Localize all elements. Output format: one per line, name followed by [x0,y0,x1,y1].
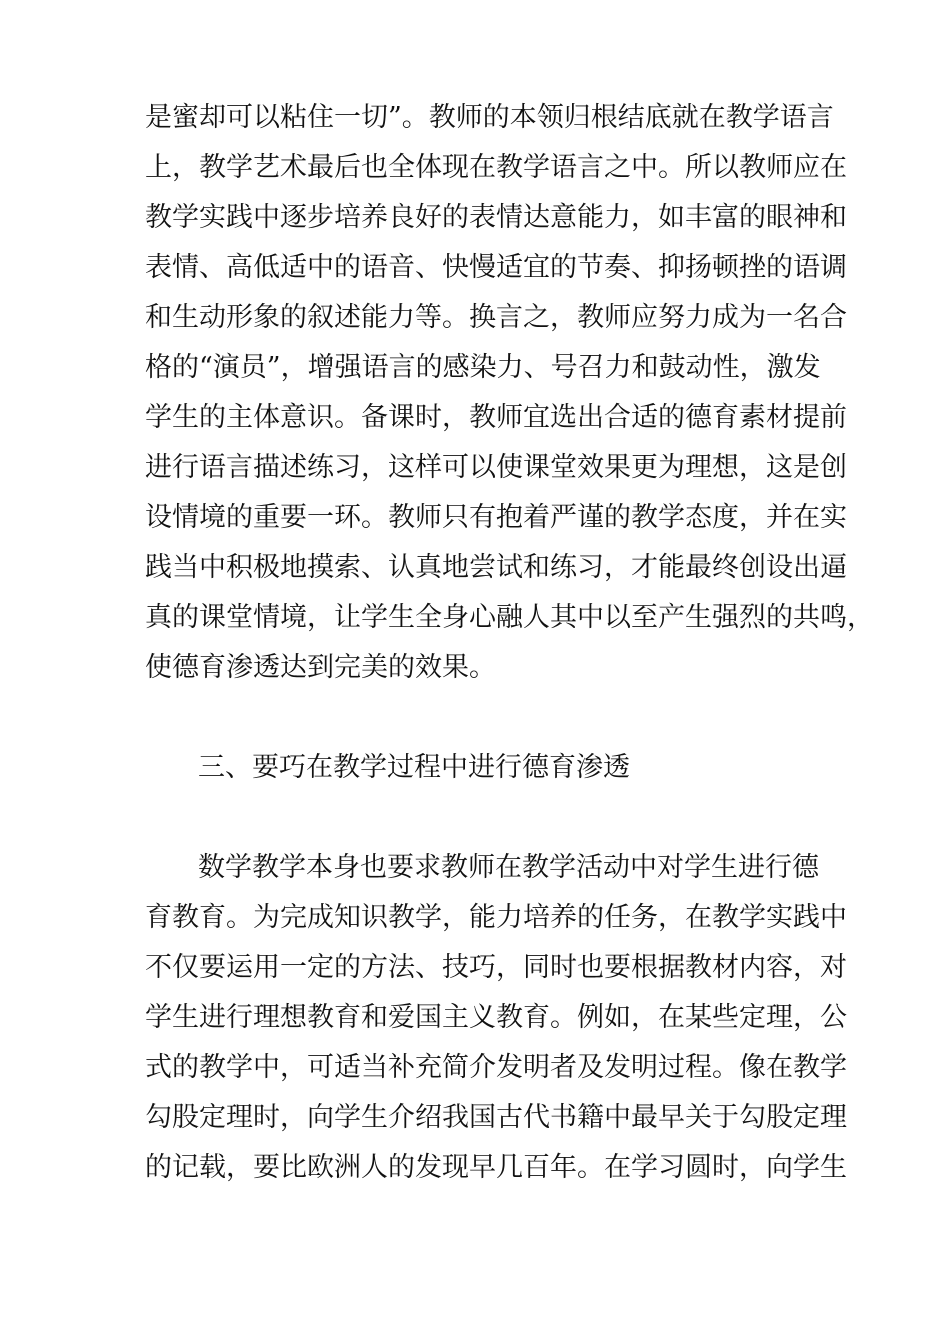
text-line: 勾股定理时，向学生介绍我国古代书籍中最早关于勾股定理 [145,1102,847,1133]
text-line: 上，教学艺术最后也全体现在教学语言之中。所以教师应在 [145,152,847,183]
text-line: 的记载，要比欧洲人的发现早几百年。在学习圆时，向学生 [145,1152,847,1183]
text-line: 是蜜却可以粘住一切”。教师的本领归根结底就在教学语言 [145,102,834,133]
text-line: 真的课堂情境，让学生全身心融人其中以至产生强烈的共鸣， [145,602,874,633]
text-line: 育教育。为完成知识教学，能力培养的任务，在教学实践中 [145,902,847,933]
text-line: 格的“演员”，增强语言的感染力、号召力和鼓动性，激发 [145,352,821,383]
text-line: 践当中积极地摸索、认真地尝试和练习，才能最终创设出逼 [145,552,847,583]
text-line: 使德育渗透达到完美的效果。 [145,652,496,683]
text-line: 学生进行理想教育和爱国主义教育。例如，在某些定理，公 [145,1002,847,1033]
text-line: 数学教学本身也要求教师在教学活动中对学生进行德 [198,852,819,883]
text-line: 式的教学中，可适当补充简介发明者及发明过程。像在教学 [145,1052,847,1083]
text-line: 进行语言描述练习，这样可以使课堂效果更为理想，这是创 [145,452,847,483]
section-heading: 三、要巧在教学过程中进行德育渗透 [198,752,630,783]
text-line: 教学实践中逐步培养良好的表情达意能力，如丰富的眼神和 [145,202,847,233]
text-line: 设情境的重要一环。教师只有抱着严谨的教学态度，并在实 [145,502,847,533]
text-line: 表情、高低适中的语音、快慢适宜的节奏、抑扬顿挫的语调 [145,252,847,283]
text-line: 学生的主体意识。备课时，教师宜选出合适的德育素材提前 [145,402,847,433]
text-line: 和生动形象的叙述能力等。换言之，教师应努力成为一名合 [145,302,847,333]
text-line: 不仅要运用一定的方法、技巧，同时也要根据教材内容，对 [145,952,847,983]
